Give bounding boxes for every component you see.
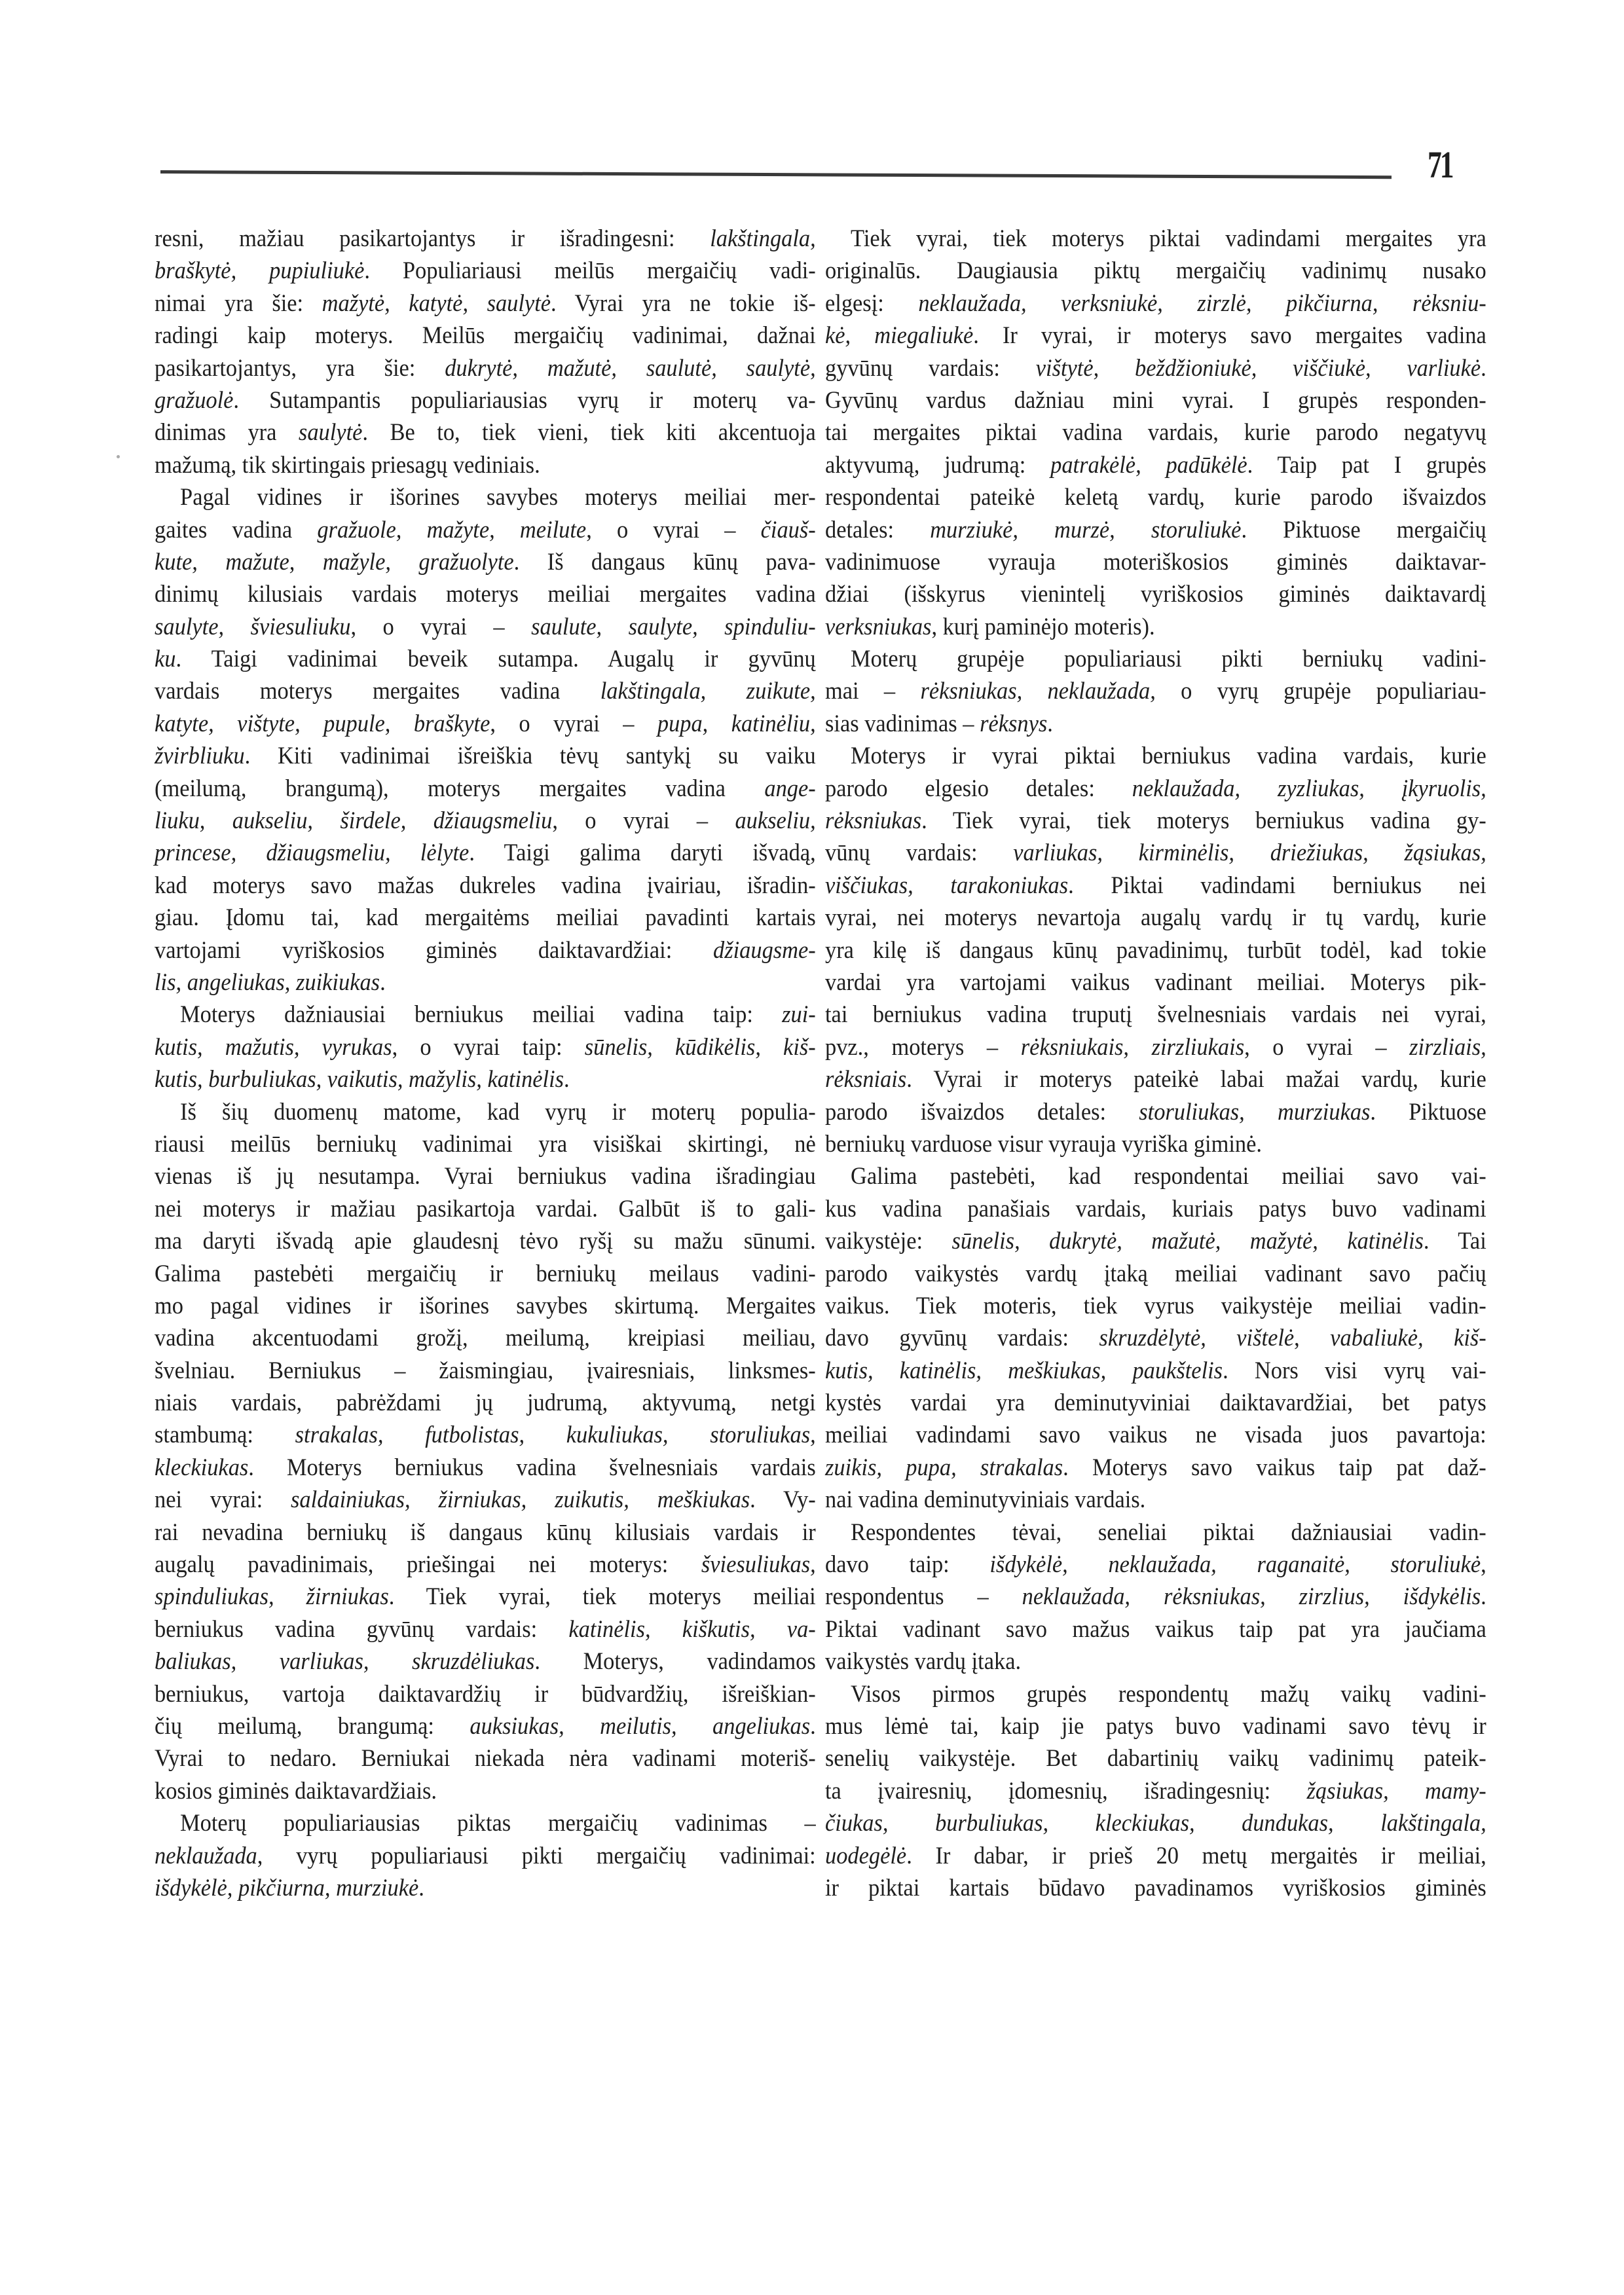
text-line <box>155 1775 816 1807</box>
body-text: , o vyrai – <box>1244 1033 1410 1061</box>
text-line <box>155 805 816 837</box>
italic-example-names: gražuolė <box>155 386 234 414</box>
italic-example-names: uodegėlė <box>825 1842 907 1869</box>
text-line <box>825 223 1486 255</box>
text-line <box>825 611 1486 643</box>
body-text: . <box>810 1712 816 1740</box>
italic-example-names: liuku, aukseliu, širdele, džiaugsmeliu <box>155 807 553 835</box>
body-text: parodo išvaizdos detales: <box>825 1098 1139 1126</box>
body-text: Moterų grupėje populiariausi pikti berniukų vadini- <box>851 646 1486 673</box>
italic-example-names: vabaliukė, kiš- <box>1330 1325 1486 1352</box>
italic-example-names: neklaužada, verksniukė, zirzlė, pikčiurna, rėksniu- <box>918 289 1486 317</box>
body-text: vardai yra vartojami vaikus vadinant meiliai. Moterys pik- <box>825 968 1486 996</box>
text-line <box>825 1063 1486 1095</box>
text-line <box>155 675 816 707</box>
text-line <box>155 1516 816 1549</box>
body-text: ir piktai kartais būdavo pavadinamos vyriškosios giminės <box>825 1874 1486 1901</box>
body-text: Iš šių duomenų matome, kad vyrų ir moterų populia- <box>180 1098 816 1126</box>
text-line <box>825 1290 1486 1322</box>
italic-example-names: katinėlis, kiškutis, va- <box>568 1615 816 1643</box>
body-text: Moterys dažniausiai berniukus meiliai vadina taip: <box>180 1001 783 1029</box>
italic-example-names: pupa, katinėliu, <box>657 710 816 737</box>
text-line <box>825 966 1486 999</box>
italic-example-names: zirzliais, <box>1409 1033 1486 1061</box>
italic-example-names: vištytė, beždžioniukė, viščiukė, varliukė <box>1035 354 1481 382</box>
body-text: vaikus. Tiek moteris, tiek vyrus vaikystėje meiliai vadin- <box>825 1292 1486 1319</box>
body-text: yra kilę iš dangaus kūnų pavadinimų, turbūt todėl, kad tokie <box>825 936 1486 964</box>
italic-example-names: išdykėlė, neklaužada, raganaitė, storuliukė <box>989 1551 1481 1579</box>
body-text: , o vyrai – <box>350 613 532 640</box>
italic-example-names: kute, mažute, mažyle, gražuolyte <box>155 548 514 576</box>
italic-example-names: rėksniais <box>825 1066 907 1093</box>
body-text: rai nevadina berniukų iš dangaus kūnų kilusiais vardais ir <box>155 1518 816 1546</box>
body-text: respondentai pateikė keletą vardų, kurie parodo išvaizdos <box>825 484 1486 511</box>
text-line <box>155 902 816 934</box>
italic-example-names: žąsiukas, mamy- <box>1306 1777 1486 1805</box>
text-line <box>825 1258 1486 1290</box>
right-column <box>825 223 1486 1904</box>
text-line <box>825 1775 1486 1807</box>
body-text: švelniau. Berniukus – žaismingiau, įvairesniais, linksmes- <box>155 1357 816 1384</box>
italic-example-names: zui- <box>782 1001 816 1029</box>
text-line <box>155 1193 816 1225</box>
italic-example-names: gražuole, mažyte, meilute <box>317 516 587 543</box>
text-line <box>155 1355 816 1387</box>
body-text: Tiek vyrai, tiek moterys piktai vadindami mergaites yra <box>851 225 1486 252</box>
italic-example-names: sūnelis, dukrytė, mažutė, mažytė, katinėlis <box>951 1228 1424 1255</box>
body-text: , o vyrai taip: <box>392 1033 585 1061</box>
text-line <box>825 514 1486 546</box>
body-text: augalų pavadinimais, priešingai nei moterys: <box>155 1551 701 1579</box>
body-text: nei moterys ir mažiau pasikartoja vardai. Galbūt iš to gali- <box>155 1195 816 1222</box>
italic-example-names: kutis, burbuliukas, vaikutis, mažylis, katinėlis <box>155 1066 564 1093</box>
body-text: detales: <box>825 516 931 543</box>
body-text: . Moterys berniukus vadina švelnesniais vardais <box>248 1454 816 1481</box>
body-text: (meilumą, brangumą), moterys mergaites vadina <box>155 775 765 802</box>
body-text: ma daryti išvadą apie glaudesnį tėvo ryšį su mažu sūnumi. <box>155 1228 816 1255</box>
italic-example-names: murziukė, murzė, storuliukė <box>930 516 1242 543</box>
text-line <box>155 1290 816 1322</box>
text-line <box>155 1710 816 1742</box>
body-text: mus lėmė tai, kaip jie patys buvo vadinami savo tėvų ir <box>825 1712 1486 1740</box>
body-text: , o vyrai – <box>586 516 761 543</box>
body-text: , kurį paminėjo moteris). <box>931 613 1155 640</box>
text-line <box>825 1742 1486 1774</box>
text-line <box>825 1710 1486 1742</box>
text-line <box>155 255 816 287</box>
text-line <box>825 384 1486 416</box>
body-text: Galima pastebėti mergaičių ir berniukų meilaus vadini- <box>155 1260 816 1287</box>
text-line <box>825 320 1486 352</box>
body-text: , <box>1294 1325 1331 1352</box>
body-text: mai – <box>825 678 921 705</box>
body-text: vienas iš jų nesutampa. Vyrai berniukus vadina išradingiau <box>155 1163 816 1190</box>
italic-example-names: neklaužada, zyzliukas, įkyruolis, <box>1132 775 1486 802</box>
text-line <box>825 481 1486 513</box>
body-text: pasikartojantys, yra šie: <box>155 354 445 382</box>
italic-example-names: braškytė, pupiuliukė <box>155 257 365 285</box>
text-line <box>155 740 816 772</box>
text-line <box>155 1807 816 1839</box>
italic-example-names: neklaužada <box>155 1842 257 1869</box>
body-text: parodo vaikystės vardų įtaką meiliai vadinant savo pačių <box>825 1260 1486 1287</box>
italic-example-names: kleckiukas <box>155 1454 249 1481</box>
italic-example-names: katyte, vištyte, pupule, braškyte <box>155 710 490 737</box>
body-text: Respondentes tėvai, seneliai piktai dažniausiai vadin- <box>851 1518 1486 1546</box>
text-line <box>825 1193 1486 1225</box>
body-text: aktyvumą, judrumą: <box>825 451 1051 479</box>
body-text: resni, mažiau pasikartojantys ir išradingesni: <box>155 225 710 252</box>
text-line <box>155 384 816 416</box>
body-text: kus vadina panašiais vardais, kuriais patys buvo vadinami <box>825 1195 1486 1222</box>
body-text: . Tiek vyrai, tiek moterys berniukus vadina gy- <box>921 807 1486 835</box>
text-line <box>825 1160 1486 1192</box>
body-text: davo gyvūnų vardais: <box>825 1325 1099 1352</box>
body-text: berniukus, vartoja daiktavardžių ir būdvardžių, išreiškian- <box>155 1680 816 1708</box>
text-line <box>155 1063 816 1095</box>
italic-example-names: aukseliu, <box>735 807 816 835</box>
page-number: 71 <box>1428 143 1452 186</box>
body-text: , o vyrai – <box>490 710 657 737</box>
text-line <box>825 287 1486 320</box>
text-line <box>155 578 816 610</box>
text-line <box>825 546 1486 578</box>
text-line <box>825 1355 1486 1387</box>
text-line <box>825 708 1486 740</box>
body-text: giau. Įdomu tai, kad mergaitėms meiliai pavadinti kartais <box>155 904 816 932</box>
italic-example-names: saulyte, šviesuliuku <box>155 613 351 640</box>
text-line <box>825 1872 1486 1904</box>
body-text: radingi kaip moterys. Meilūs mergaičių vadinimai, dažnai <box>155 322 816 350</box>
italic-example-names: neklaužada, rėksniukas, zirzlius, išdykėlis <box>1022 1583 1481 1611</box>
text-line <box>825 675 1486 707</box>
text-line <box>825 1613 1486 1645</box>
body-text: Visos pirmos grupės respondentų mažų vaikų vadini- <box>851 1680 1486 1708</box>
text-line <box>155 1581 816 1613</box>
italic-example-names: auksiukas, meilutis, angeliukas <box>470 1712 811 1740</box>
text-line <box>825 1031 1486 1063</box>
text-line <box>825 1484 1486 1516</box>
text-line <box>825 643 1486 675</box>
body-text: vartojami vyriškosios giminės daiktavardžiai: <box>155 936 713 964</box>
body-text: berniukų varduose visur vyrauja vyriška giminė. <box>825 1130 1263 1158</box>
body-text: . <box>1481 1583 1486 1611</box>
body-text: vūnų vardais: <box>825 839 1014 867</box>
body-text: , <box>1481 1551 1486 1579</box>
body-text: . <box>564 1066 570 1093</box>
italic-example-names: strakalas, futbolistas, kukuliukas, storuliukas, <box>295 1422 816 1449</box>
text-line <box>155 1484 816 1516</box>
text-line <box>825 1225 1486 1257</box>
text-line <box>155 449 816 481</box>
text-line <box>155 1387 816 1419</box>
italic-example-names: žvirbliuku <box>155 743 245 770</box>
body-text: kosios giminės daiktavardžiais. <box>155 1777 437 1805</box>
text-line <box>825 773 1486 805</box>
body-text: originalūs. Daugiausia piktų mergaičių vadinimų nusako <box>825 257 1486 285</box>
body-text: Moterų populiariausias piktas mergaičių vadinimas – <box>180 1810 816 1837</box>
body-text: gaites vadina <box>155 516 318 543</box>
body-text: . Piktuose <box>1370 1098 1486 1126</box>
text-line <box>825 1645 1486 1678</box>
body-text: mo pagal vidines ir išorines savybes skirtumą. Mergaites <box>155 1292 816 1319</box>
text-line <box>825 1840 1486 1872</box>
italic-example-names: saulytė <box>298 419 363 447</box>
text-line <box>155 1678 816 1710</box>
text-line <box>155 352 816 384</box>
body-text: Pagal vidines ir išorines savybes moterys meiliai mer- <box>180 484 816 511</box>
text-line <box>155 773 816 805</box>
body-text: . Piktai vadindami berniukus nei <box>1068 872 1486 899</box>
italic-example-names: džiaugsme- <box>712 936 816 964</box>
text-line <box>825 1128 1486 1160</box>
text-line <box>825 740 1486 772</box>
text-line <box>155 1452 816 1484</box>
body-text: . Kiti vadinimai išreiškia tėvų santykį su vaiku <box>244 743 816 770</box>
text-line <box>825 449 1486 481</box>
italic-example-names: dukrytė, mažutė, saulutė, saulytė, <box>445 354 816 382</box>
body-text: tai berniukus vadina truputį švelnesniais vardais nei vyrai, <box>825 1001 1486 1029</box>
text-line <box>155 1613 816 1645</box>
text-line <box>155 1031 816 1063</box>
body-text: . Tai <box>1423 1228 1486 1255</box>
italic-example-names: mažytė, katytė, saulytė <box>322 289 551 317</box>
body-text: Vyrai to nedaro. Berniukai niekada nėra vadinami moteriš- <box>155 1745 816 1772</box>
italic-example-names: ku <box>155 646 176 673</box>
text-line <box>155 416 816 449</box>
italic-example-names: kutis, mažutis, vyrukas <box>155 1033 392 1061</box>
body-text: vaikystėje: <box>825 1228 952 1255</box>
body-text: . <box>1047 710 1053 737</box>
body-text: vadina akcentuodami grožį, meilumą, kreipiasi meiliau, <box>155 1325 816 1352</box>
text-line <box>825 416 1486 449</box>
text-line <box>155 1840 816 1872</box>
body-text: nimai yra šie: <box>155 289 322 317</box>
italic-example-names: lakštingala, <box>710 225 816 252</box>
italic-example-names: lis, angeliukas, zuikiukas <box>155 968 380 996</box>
text-line <box>825 1322 1486 1354</box>
body-text: o vyrų grupėje populiariau- <box>1155 678 1486 705</box>
italic-example-names: baliukas, varliukas, skruzdėliukas <box>155 1648 535 1676</box>
body-text: džiai (išskyrus vienintelį vyriškosios giminės daiktavardį <box>825 581 1486 608</box>
body-text: vyrai, nei moterys nevartoja augalų vardų ir tų vardų, kurie <box>825 904 1486 932</box>
body-text: vardais moterys mergaites vadina <box>155 678 600 705</box>
text-line <box>155 1419 816 1451</box>
italic-example-names: rėksniukais, zirzliukais <box>1020 1033 1245 1061</box>
text-line <box>155 1872 816 1904</box>
italic-example-names: lakštingala, zuikute, <box>600 678 816 705</box>
text-line <box>155 1549 816 1581</box>
text-line <box>825 1516 1486 1549</box>
body-text: Piktai vadinant savo mažus vaikus taip pat yra jaučiama <box>825 1615 1486 1643</box>
italic-example-names: čiauš- <box>760 516 816 543</box>
body-text: . Sutampantis populiariausias vyrų ir moterų va- <box>233 386 816 414</box>
text-line <box>155 1645 816 1678</box>
body-text: Galima pastebėti, kad respondentai meiliai savo vai- <box>851 1163 1486 1190</box>
body-text: . Taigi galima daryti išvadą, <box>469 839 816 867</box>
body-text: kad moterys savo mažas dukreles vadina įvairiau, išradin- <box>155 872 816 899</box>
body-text: meiliai vadindami savo vaikus ne visada juos pavartoja: <box>825 1422 1486 1449</box>
body-text: senelių vaikystėje. Bet dabartinių vaikų vadinimų pateik- <box>825 1745 1486 1772</box>
italic-example-names: rėksnys <box>980 710 1048 737</box>
body-text: . Ir dabar, ir prieš 20 metų mergaitės ir meiliai, <box>906 1842 1486 1869</box>
italic-example-names: rėksniukas <box>825 807 922 835</box>
body-text: nai vadina deminutyviniais vardais. <box>825 1486 1146 1514</box>
text-line <box>825 902 1486 934</box>
body-text: mažumą, tik skirtingais priesagų vediniais. <box>155 451 540 479</box>
italic-example-names: saulute, saulyte, spinduliu- <box>531 613 816 640</box>
italic-example-names: rėksniukas, neklaužada, <box>920 678 1156 705</box>
body-text: Gyvūnų vardus dažniau mini vyrai. I grupės responden- <box>825 386 1486 414</box>
body-text: respondentus – <box>825 1583 1022 1611</box>
italic-example-names: patrakėlė, padūkėlė <box>1050 451 1247 479</box>
text-line <box>825 1452 1486 1484</box>
italic-example-names: viščiukas, tarakoniukas <box>825 872 1069 899</box>
text-line <box>155 287 816 320</box>
italic-example-names: kė, miegaliukė <box>825 322 974 350</box>
text-line <box>155 1742 816 1774</box>
body-text: pvz., moterys – <box>825 1033 1021 1061</box>
body-text: . <box>418 1874 424 1901</box>
body-text: . Taip pat I grupės <box>1247 451 1486 479</box>
body-text: niais vardais, pabrėždami jų judrumą, aktyvumą, netgi <box>155 1389 816 1417</box>
text-line <box>155 643 816 675</box>
text-line <box>825 578 1486 610</box>
text-line <box>825 934 1486 966</box>
text-line <box>825 1419 1486 1451</box>
italic-example-names: kutis, katinėlis, meškiukas, paukštelis <box>825 1357 1223 1384</box>
body-text: , o vyrai – <box>552 807 735 835</box>
header-rule <box>160 170 1392 179</box>
body-text: čių meilumą, brangumą: <box>155 1712 470 1740</box>
body-text: . <box>380 968 386 996</box>
text-line <box>155 1096 816 1128</box>
text-line <box>155 1128 816 1160</box>
body-text: kystės vardai yra deminutyviniai daiktavardžiai, bet patys <box>825 1389 1486 1417</box>
body-text: parodo elgesio detales: <box>825 775 1132 802</box>
body-text: dinimų kilusiais vardais moterys meiliai mergaites vadina <box>155 581 816 608</box>
text-line <box>155 837 816 869</box>
italic-example-names: varliukas, kirminėlis, driežiukas, žąsiukas, <box>1013 839 1486 867</box>
body-text: . Iš dangaus kūnų pava- <box>513 548 816 576</box>
italic-example-names: skruzdėlytė, vištelė <box>1099 1325 1295 1352</box>
body-text: . Populiariausi meilūs mergaičių vadi- <box>364 257 816 285</box>
body-text: vadinimuose vyrauja moteriškosios giminės daiktavar- <box>825 548 1486 576</box>
body-text: . Moterys, vadindamos <box>534 1648 816 1676</box>
text-line <box>155 870 816 902</box>
body-text: . Vyrai yra ne tokie iš- <box>551 289 816 317</box>
body-text: . Moterys savo vaikus taip pat daž- <box>1063 1454 1486 1481</box>
body-text: . Vy- <box>750 1486 816 1514</box>
italic-example-names: čiukas, burbuliukas, kleckiukas, dundukas, lakštingala, <box>825 1810 1486 1837</box>
body-text: , vyrų populiariausi pikti mergaičių vadinimai: <box>257 1842 816 1869</box>
text-line <box>825 837 1486 869</box>
text-line <box>155 514 816 546</box>
body-text: davo taip: <box>825 1551 990 1579</box>
body-text: elgesį: <box>825 289 919 317</box>
body-text: vaikystės vardų įtaka. <box>825 1648 1022 1676</box>
body-text: tai mergaites piktai vadina vardais, kurie parodo negatyvų <box>825 419 1486 447</box>
text-line <box>155 611 816 643</box>
text-line <box>155 966 816 999</box>
text-line <box>155 481 816 513</box>
text-line <box>155 934 816 966</box>
text-line <box>155 1258 816 1290</box>
text-line <box>825 1678 1486 1710</box>
text-line <box>825 352 1486 384</box>
body-text: . Piktuose mergaičių <box>1241 516 1486 543</box>
body-text: berniukus vadina gyvūnų vardais: <box>155 1615 569 1643</box>
body-text: . Taigi vadinimai beveik sutampa. Augalų ir gyvūnų <box>175 646 816 673</box>
body-text: . Nors visi vyrų vai- <box>1223 1357 1486 1384</box>
text-line <box>155 1322 816 1354</box>
body-text: nei vyrai: <box>155 1486 291 1514</box>
text-line <box>155 1160 816 1192</box>
text-line <box>825 1581 1486 1613</box>
body-text: . Tiek vyrai, tiek moterys meiliai <box>388 1583 816 1611</box>
italic-example-names: storuliukas, murziukas <box>1139 1098 1371 1126</box>
text-line <box>155 999 816 1031</box>
italic-example-names: princese, džiaugsmeliu, lėlyte <box>155 839 470 867</box>
text-line <box>825 999 1486 1031</box>
italic-example-names: spinduliukas, žirniukas <box>155 1583 389 1611</box>
body-text: . <box>1481 354 1486 382</box>
body-text: . Be to, tiek vieni, tiek kiti akcentuoja <box>362 419 816 447</box>
body-text: stambumą: <box>155 1422 295 1449</box>
italic-example-names: ange- <box>764 775 816 802</box>
text-line <box>825 1549 1486 1581</box>
text-line <box>155 1225 816 1257</box>
text-line <box>825 870 1486 902</box>
left-column <box>155 223 816 1904</box>
text-line <box>155 708 816 740</box>
text-line <box>825 255 1486 287</box>
text-line <box>155 223 816 255</box>
text-line <box>825 805 1486 837</box>
body-text: dinimas yra <box>155 419 299 447</box>
italic-example-names: zuikis, pupa, strakalas <box>825 1454 1063 1481</box>
body-text: Moterys ir vyrai piktai berniukus vadina vardais, kurie <box>851 743 1486 770</box>
text-line <box>825 1387 1486 1419</box>
body-text: riausi meilūs berniukų vadinimai yra visiškai skirtingi, nė <box>155 1130 816 1158</box>
text-line <box>155 546 816 578</box>
italic-example-names: verksniukas <box>825 613 932 640</box>
body-text: . Ir vyrai, ir moterys savo mergaites vadina <box>973 322 1486 350</box>
scan-speck <box>117 455 120 458</box>
body-text: ta įvairesnių, įdomesnių, išradingesnių: <box>825 1777 1307 1805</box>
body-text: sias vadinimas – <box>825 710 980 737</box>
body-text: . Vyrai ir moterys pateikė labai mažai vardų, kurie <box>906 1066 1486 1093</box>
italic-example-names: šviesuliukas, <box>701 1551 816 1579</box>
italic-example-names: išdykėlė, pikčiurna, murziukė <box>155 1874 419 1901</box>
text-line <box>155 320 816 352</box>
text-line <box>825 1807 1486 1839</box>
italic-example-names: saldainiukas, žirniukas, zuikutis, meškiukas <box>291 1486 750 1514</box>
text-line <box>825 1096 1486 1128</box>
body-text: gyvūnų vardais: <box>825 354 1036 382</box>
italic-example-names: sūnelis, kūdikėlis, kiš- <box>584 1033 816 1061</box>
